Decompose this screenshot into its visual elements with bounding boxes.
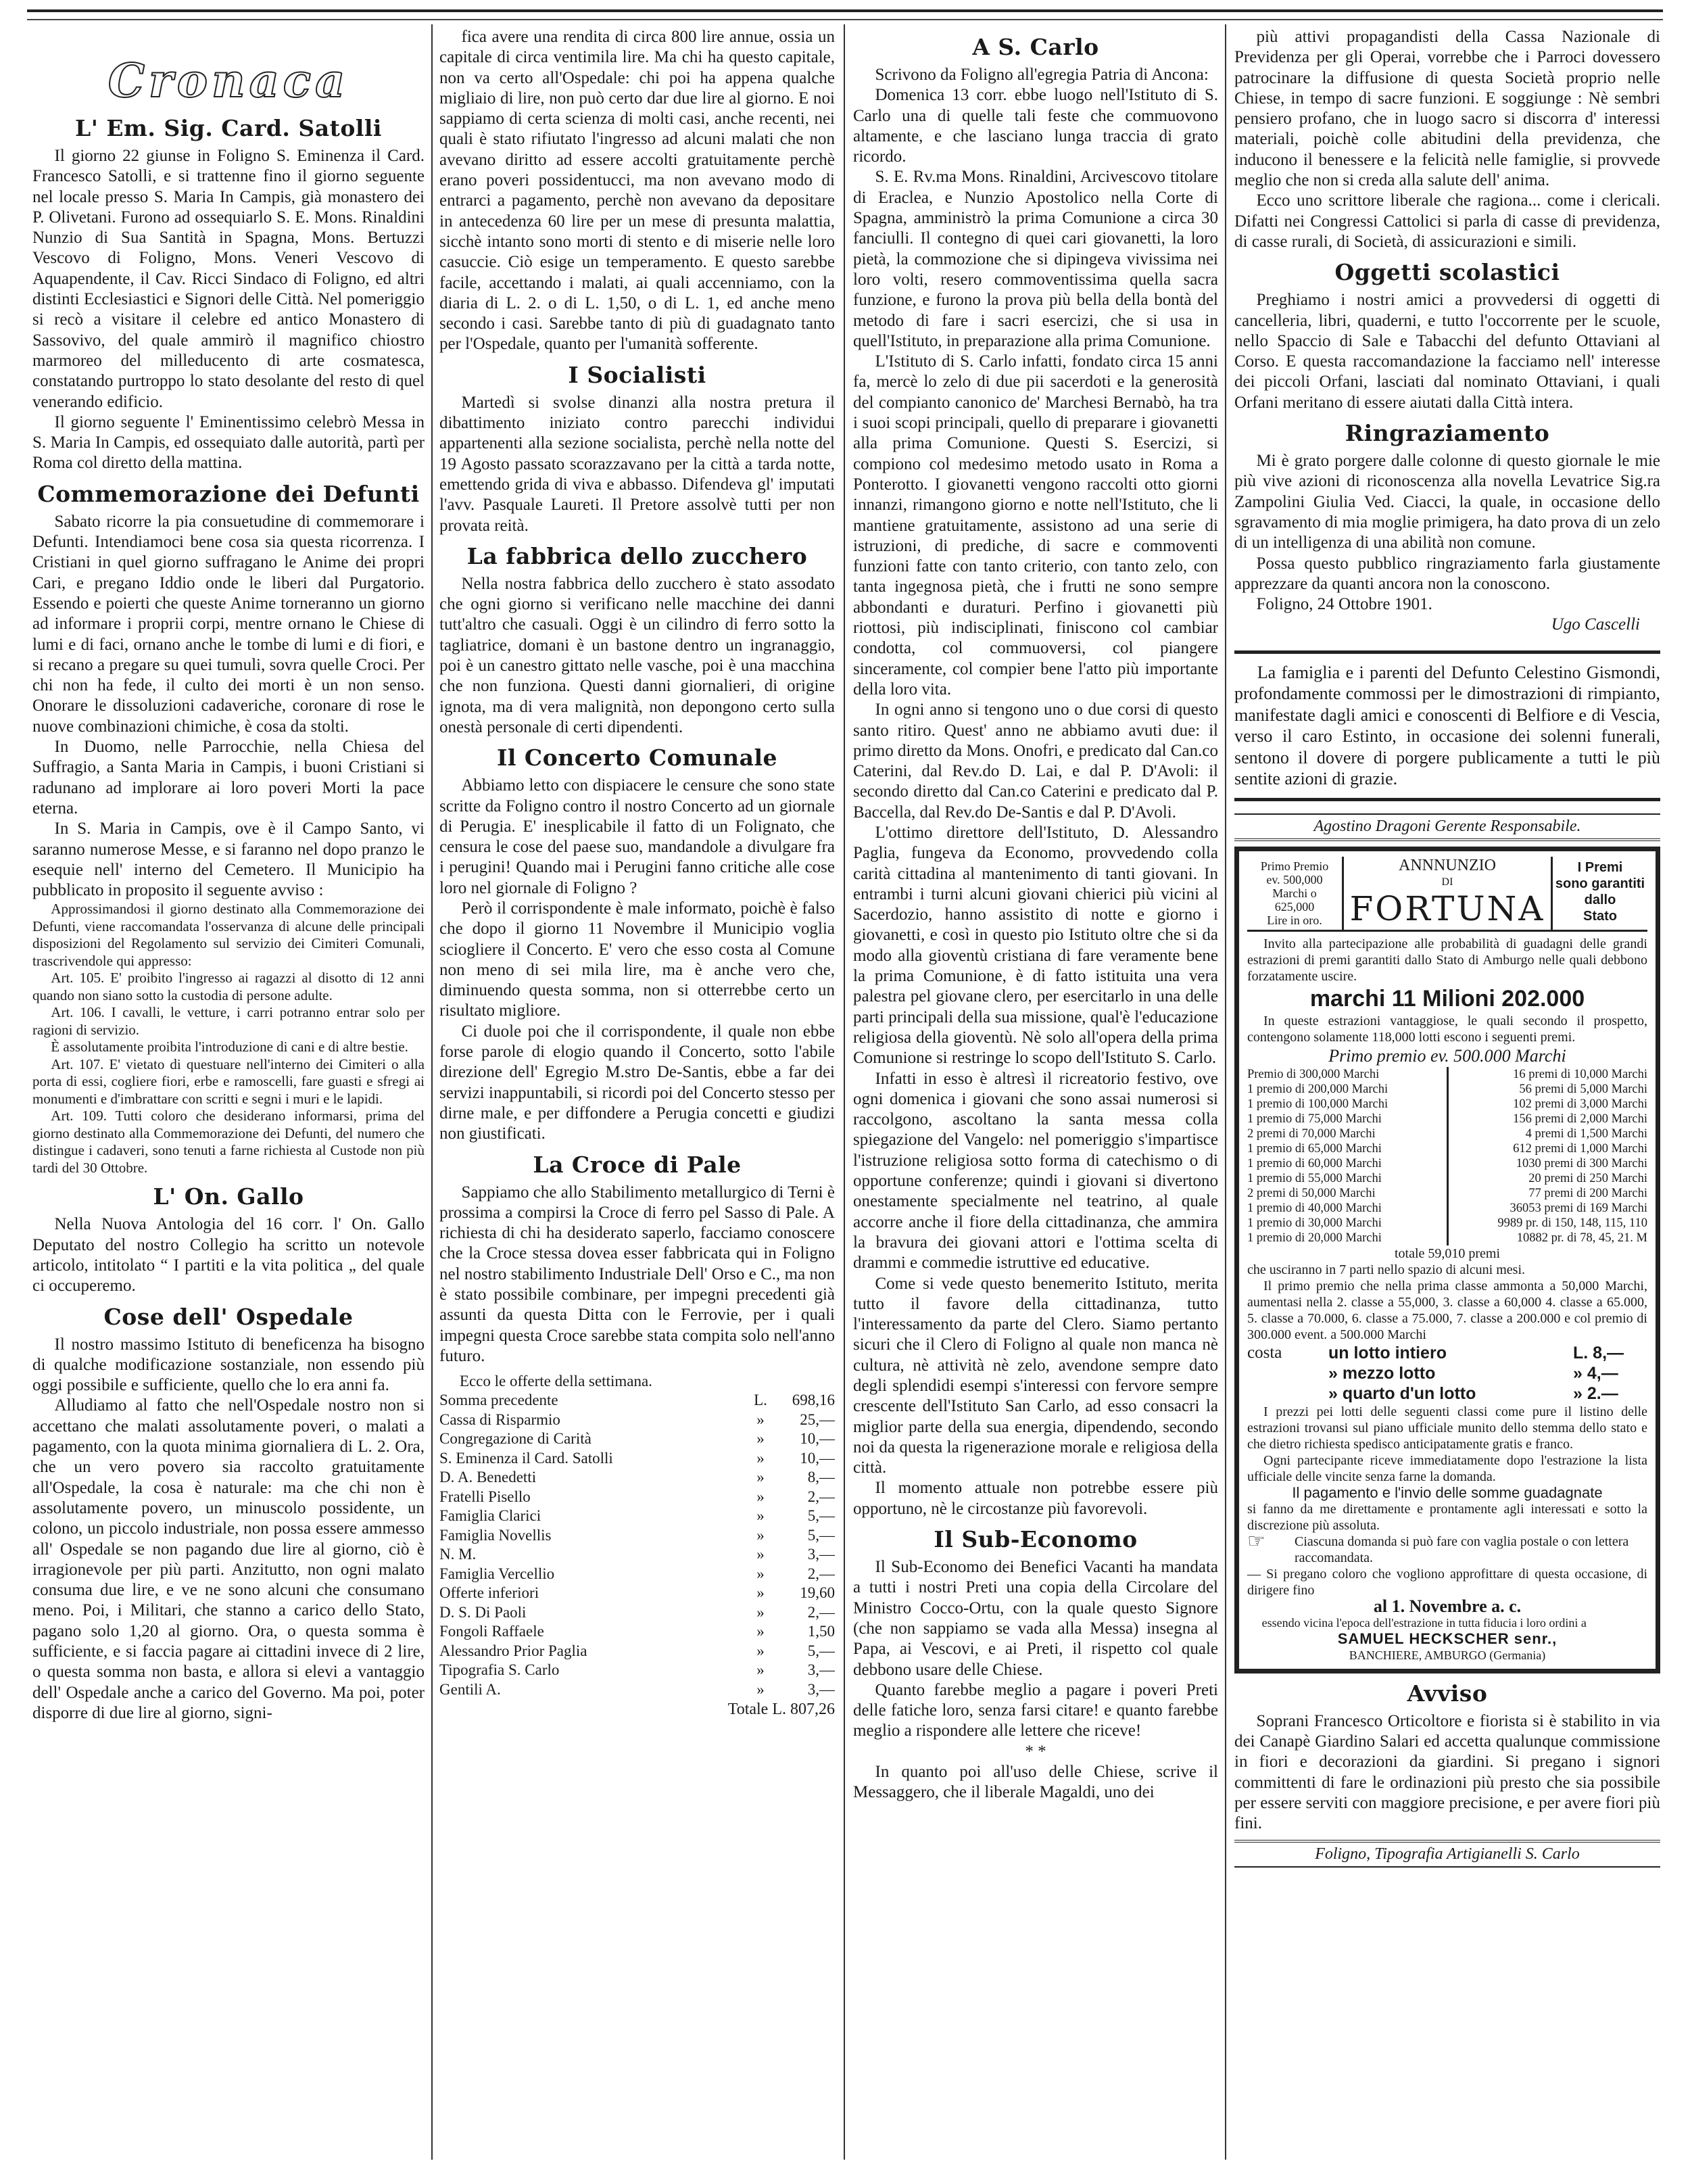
ad-lista: Ogni partecipante riceve immediatamente dopo l'estrazione la lista ufficiale delle vincite senza farne la domanda. — [1247, 1452, 1647, 1484]
offerta-row — [439, 1661, 835, 1680]
ad-price-list — [1247, 1343, 1647, 1404]
article-headline: Commemorazione dei Defunti — [37, 480, 420, 507]
ad-right-line: I Premi — [1577, 859, 1623, 875]
offerta-name: Fratelli Pisello — [439, 1488, 531, 1505]
ad-title-annunzio: ANNNUNZIO — [1399, 856, 1496, 874]
column-divider — [431, 24, 433, 2160]
avviso-headline: Avviso — [1407, 1680, 1488, 1707]
prize-row: 156 premi di 2,000 Marchi — [1513, 1112, 1647, 1126]
avviso-text: Soprani Francesco Orticoltore e fiorista si è stabilito in via dei Canapè Giardino Salari ed accetta qualunque commissione in fiori e decorazioni da giardini. Si pregano i signori committenti di fare le ordinazioni più presto che sia possibile per essere serviti con maggiore precisione, e per avere fiori più fini. — [1234, 1711, 1660, 1833]
price-costa — [1247, 1383, 1328, 1404]
article-headline: A S. Carlo — [972, 34, 1099, 60]
column-divider — [844, 24, 845, 2160]
prize-row: 10882 pr. di 78, 45, 21. M — [1516, 1231, 1647, 1245]
offerta-amount: 10,— — [800, 1449, 835, 1467]
offerta-currency: » — [756, 1584, 765, 1602]
offerta-amount: 5,— — [807, 1642, 835, 1659]
ad-headline: marchi 11 Milioni 202.000 — [1309, 985, 1585, 1012]
printer-footer: Foligno, Tipografia Artigianelli S. Carlo — [1234, 1840, 1660, 1868]
article-paragraph: In S. Maria in Campis, ove è il Campo Santo, vi saranno numerose Messe, e si faranno nel dopo pranzo le esequie nell' interno del Cemetero. Il Municipio ha pubblicato in proposito il seguente avviso : — [32, 820, 425, 900]
ad-prize-table — [1247, 1067, 1647, 1245]
offerta-amount: 2,— — [807, 1488, 835, 1505]
article-paragraph: Martedì si svolse dinanzi alla nostra pretura il dibattimento iniziato contro parecchi individui appartenenti alla sezione socialista, perchè nella notte del 19 Agosto passato scorazzavano per la città a tarda notte, emettendo grida di viva e abbasso. Difendeva gl' imputati l'avv. Pasquale Laureti. Il Pretore assolvè tutti per non provata reità. — [439, 393, 835, 535]
offerta-row — [439, 1545, 835, 1565]
ad-guarantee-box — [1553, 857, 1647, 930]
ad-title-di: DI — [1441, 876, 1453, 888]
article-paragraph: S. E. Rv.ma Mons. Rinaldini, Arcivescovo titolare di Eraclea, e Nunzio Apostolico nella Corte di Spagna, amministrò la prima Comunione a circa 30 fanciulli. Il contegno di quei cari giovanetti, la loro pietà, la commozione che si dipingeva vivissima nei loro volti, resero commoventissima quella sacra funzione, e furono la prova più bella della bontà del metodo di fare i sacri esercizi, che si usa in quell'Istituto, in preparazione alla prima Comunione. — [853, 168, 1218, 350]
article-paragraph: Sappiamo che allo Stabilimento metallurgico di Terni è prossima a compirsi la Croce di ferro pel Sasso di Pale. A richiesta di chi ha desiderato saperlo, facciamo conoscere che la Croce stessa dovea esser fabbricata qui in Foligno nel nostro stabilimento Industriale Dell' Orso e C., ma non è stato possibile combinare, per impegni precedenti già assunti da questa Ditta con le Ferrovie, per i quali impegni questa Croce sarebbe stata compita solo nell'anno futuro. — [439, 1183, 835, 1365]
ad-left-line: 625,000 — [1274, 899, 1315, 913]
price-row — [1247, 1343, 1647, 1363]
offerta-currency: » — [756, 1603, 765, 1621]
article-paragraph: Il nostro massimo Istituto di beneficenza ha bisogno di qualche modificazione sostanziale, non essendo più oggi possibile e sufficiente, quello che lo era anni fa. — [32, 1335, 425, 1395]
article-paragraph: Preghiamo i nostri amici a provvedersi di oggetti di cancelleria, libri, quaderni, e tutto l'occorrente per le scuole, nello Spaccio di Sale e Tabacchi del defunto Ottaviani al Corso. E questa raccomandazione la facciamo nell' interesse dei piccoli Orfani, lasciati dal nominato Ottaviani, i quali Orfani meritano di essere aiutati dalla Città intera. — [1234, 291, 1660, 412]
prize-row: 1 premio di 200,000 Marchi — [1247, 1082, 1389, 1096]
column-divider — [1225, 24, 1226, 2160]
column-2-articles — [439, 27, 835, 1367]
article-paragraph: L'ottimo direttore dell'Istituto, D. Alessandro Paglia, fungeva da Economo, provvedendo colla carità cittadina al mantenimento di tanti giovani. In entrambi i turni alcuni giovani chierici più vicini al Sacerdozio, hanno assistito di notte e giorno i giovanetti, e così in questo pio Istituto oltre che si da modo alla gioventù cristiana di fare veramente bene la prima Comunione, è di fatto istituita una vera palestra pel giovane clero, per esercitarlo in una delle parti principali della sua missione, qual'è l'educazione religiosa della gioventù. Nè solo all'opera della prima Comunione si restringe lo scopo dell'Istituto S. Carlo. — [853, 823, 1218, 1068]
offerta-amount: 3,— — [807, 1546, 835, 1563]
ad-right-line: sono garantiti — [1555, 876, 1645, 891]
column-4-articles — [1234, 27, 1660, 636]
article-headline: L' Em. Sig. Card. Satolli — [75, 115, 382, 141]
ad-title-fortuna: FORTUNA — [1349, 888, 1545, 928]
offerta-row — [439, 1449, 835, 1469]
article-paragraph: Ci duole poi che il corrispondente, il quale non ebbe forse parole di elogio quando il Concerto, sotto l'abile direzione dell' Egregio M.stro De-Santis, ebbe a far dei servizi inappuntabili, si ricordi poi del Concerto stesso per dirne male, e per diffondere a Perugia concetti e giudizi non giustificati. — [439, 1022, 835, 1143]
prize-row: 102 premi di 3,000 Marchi — [1513, 1097, 1647, 1111]
article-paragraph: Foligno, 24 Ottobre 1901. — [1256, 595, 1432, 614]
pointing-hand-icon: ☞ — [1247, 1529, 1265, 1552]
ad-classi: Il primo premio che nella prima classe ammonta a 50,000 Marchi, aumentasi nella 2. classe a 55,000, 3. classe a 60,000 4. classe a 65.000, 5. classe a 70.000, 6. classe a 75.000, 7. classe a 200.000 e col premio di 300.000 event. a 500.000 Marchi — [1247, 1278, 1647, 1342]
lottery-advertisement — [1234, 847, 1660, 1673]
prize-row: 1 premio di 20,000 Marchi — [1247, 1231, 1382, 1245]
ad-banker-name: SAMUEL HECKSCHER senr., — [1337, 1630, 1558, 1647]
ad-left-line: Lire in oro. — [1267, 913, 1322, 927]
article-paragraph: Nella Nuova Antologia del 16 corr. l' On. Gallo Deputato del nostro Collegio ha scritto un notevole articolo, intitolato “ I partiti e la vita politica „ del quale ci occuperemo. — [32, 1215, 425, 1296]
offerta-name: Gentili A. — [439, 1680, 501, 1698]
price-row — [1247, 1383, 1647, 1404]
ad-left-line: Primo Premio — [1260, 859, 1329, 873]
article-paragraph: L'Istituto di S. Carlo infatti, fondato circa 15 anni fa, mercè lo zelo di due pii sacerdoti e la generosità del compianto canonico de' Marchesi Bernabò, ha tra i suoi scopi principali, quello di preparare i giovanetti alla prima Comunione. Questi S. Esercizi, si compiono col medesimo metodo usato in Roma a Ponterotto. I giovanetti vengono raccolti otto giorni innanzi, rimangono giorno e notte nell'Istituto, che li mantiene gratuitamente, assistono ad una serie di istruzioni, di prediche, di sacre e commoventi funzioni fatte con tanto criterio, con tanto zelo, con tanta ingegnosa pietà, che i frutti ne sono sempre abbondanti e duraturi. Perfino i giovanetti più riottosi, più indisciplinati, finiscono col cambiar condotta, col commuoversi, col piangere sinceramente, col compier bene l'atto più importante della loro vita. — [853, 352, 1218, 698]
article-paragraph: Nella nostra fabbrica dello zucchero è stato assodato che ogni giorno si verificano nelle macchine dei danni tutt'altro che casuali. Oggi è un cilindro di ferro sotto la tagliatrice, domani è un bastone dentro un ingranaggio, poi è un canestro gittato nelle vasche, poi è una macchina che non funziona. Questi danni giornalieri, di origine ignota, ma di vera malignità, non depongono certo sulla onestà personale di certi dipendenti. — [439, 574, 835, 736]
article-paragraph: Il Sub-Economo dei Benefici Vacanti ha mandata a tutti i nostri Preti una copia della Circolare del Ministro Cocco-Ortu, con la quale questo Signore (che non sappiamo se vada alla Messa) insegna al Papa, ai Vescovi, e ai Preti, il rispetto col quale debbono usare delle Chiese. — [853, 1558, 1218, 1679]
article-paragraph: In ogni anno si tengono uno o due corsi di questo santo ritiro. Quest' anno ne abbiamo avuti due: il primo diretto da Mons. Onofri, e predicato dal Can.co Caterini, dal Rev.do D. Lai, e dal P. D'Avoli: il secondo diretto dal Can.co Caterini e predicato dal P. Baccella, dal Rev.do De-Santis e dal P. D'Avoli. — [853, 701, 1218, 822]
offerta-currency: » — [756, 1507, 765, 1525]
article-headline: L' On. Gallo — [153, 1183, 304, 1210]
column-2 — [439, 27, 835, 2157]
offerta-name: D. S. Di Paoli — [439, 1603, 527, 1621]
offerta-amount: 3,— — [807, 1661, 835, 1679]
article-paragraph: * * — [1025, 1742, 1046, 1761]
offerta-currency: » — [756, 1546, 765, 1563]
prize-row: 36053 premi di 169 Marchi — [1510, 1201, 1647, 1215]
ad-domanda-text: Ciascuna domanda si può fare con vaglia postale o con lettera raccomandata. — [1295, 1534, 1629, 1565]
offerta-amount: 25,— — [800, 1410, 835, 1428]
offerta-currency: » — [756, 1488, 765, 1505]
offerta-currency: » — [756, 1642, 765, 1659]
article-headline: Il Sub-Economo — [934, 1526, 1138, 1553]
article-paragraph: Possa questo pubblico ringraziamento farla giustamente apprezzare da quanti ancora non la conoscono. — [1234, 554, 1660, 593]
offerta-row — [439, 1468, 835, 1488]
ad-direttamente: si fanno da me direttamente e prontamente agli interessati e sotto la discrezione più assoluta. — [1247, 1501, 1647, 1533]
prize-row: 1 premio di 55,000 Marchi — [1247, 1171, 1382, 1185]
article-headline: Cose dell' Ospedale — [103, 1303, 354, 1330]
article-paragraph: Ecco uno scrittore liberale che ragiona... come i clericali. Difatti nei Congressi Cattolici si parla di casse di previdenza, di casse rurali, di Società, di assicurazioni e simili. — [1234, 191, 1660, 251]
offerta-row — [439, 1506, 835, 1526]
ad-pregano: — Si pregano coloro che vogliono approfittare di questa occasione, di dirigere fino — [1247, 1566, 1647, 1598]
offerta-row — [439, 1642, 835, 1661]
prize-row: 1 premio di 75,000 Marchi — [1247, 1112, 1382, 1126]
article-paragraph: In quanto poi all'uso delle Chiese, scrive il Messaggero, che il liberale Magaldi, uno dei — [853, 1763, 1218, 1802]
ad-intro: In queste estrazioni vantaggiose, le quali secondo il prospetto, contengono solamente 118,000 lotti escono i seguenti premi. — [1247, 1013, 1647, 1045]
ad-banker-address: BANCHIERE, AMBURGO (Germania) — [1349, 1648, 1546, 1662]
prize-row: 1 premio di 100,000 Marchi — [1247, 1097, 1389, 1111]
offerte-intro: Ecco le offerte della settimana. — [459, 1373, 652, 1390]
ad-title — [1342, 857, 1553, 930]
prize-row: 1 premio di 40,000 Marchi — [1247, 1201, 1382, 1215]
offerta-amount: 3,— — [807, 1680, 835, 1698]
offerta-currency: » — [756, 1565, 765, 1582]
price-value: L. 8,— — [1573, 1343, 1624, 1362]
price-label: un lotto intiero — [1328, 1343, 1447, 1362]
column-3-articles — [853, 34, 1218, 1803]
article-paragraph: Art. 109. Tutti coloro che desiderano informarsi, prima del giorno destinato alla Commemorazione dei Defunti, del numero che distingue i cadaveri, sono tenuti a farne richiesta al Custode non più tardi del 30 Ottobre. — [32, 1108, 425, 1176]
offerta-row — [439, 1603, 835, 1623]
ad-totale: totale 59,010 premi — [1394, 1245, 1501, 1261]
offerte-list — [439, 1391, 835, 1699]
article-headline: Oggetti scolastici — [1334, 259, 1560, 286]
article-paragraph: Domenica 13 corr. ebbe luogo nell'Istituto di S. Carlo una di quelle tali feste che commuovono altamente, e che lasciano lunga traccia di grato ricordo. — [853, 86, 1218, 166]
ad-primo-premio: Primo premio ev. 500.000 Marchi — [1328, 1045, 1566, 1066]
offerta-currency: » — [756, 1623, 765, 1640]
article-headline: Ringraziamento — [1345, 420, 1550, 447]
ad-invito: Invito alla partecipazione alle probabilità di guadagni delle grandi estrazioni di premi garantiti dallo Stato di Amburgo nelle quali debbono forzatamente uscire. — [1247, 936, 1647, 984]
article-paragraph: Scrivono da Foligno all'egregia Patria di Ancona: — [875, 66, 1209, 84]
gerente-line: Agostino Dragoni Gerente Responsabile. — [1234, 813, 1660, 841]
offerta-name: Famiglia Novellis — [439, 1526, 552, 1544]
ad-right-line: dallo — [1584, 892, 1616, 907]
offerta-amount: 5,— — [807, 1507, 835, 1525]
article-paragraph: Alludiamo al fatto che nell'Ospedale nostro non si accettano che malati assolutamente poveri, o malati a pagamento, con la quota minima giornaliera di L. 2. Ora, che un vero povero sia raccolto gratuitamente all'Ospedale, la cosa è naturale: ma che chi non è assolutamente povero, un minuscolo possidente, un colono, un piccolo industriale, non possa essere ammesso all' Ospedale se non pagando due lire al giorno, ciò è irragionevole per più parti. Anzitutto, non ogni malato consuma due lire, e ve ne sono alcuni che consumano meno. Poi, i Militari, che stanno a carico dello Stato, pagano solo 1,20 al giorno. Ora, o questa somma è sufficiente, e si faccia pagare ai cittadini invece di 2 lire, o questa somma non basta, e allora si elevi a vantaggio dell' Ospedale anche a carico del Governo. Ma poi, poter disporre di due lire al giorno, signi- — [32, 1396, 425, 1722]
prize-row: 2 premi di 50,000 Marchi — [1247, 1186, 1376, 1200]
price-value: » 4,— — [1573, 1363, 1618, 1383]
article-paragraph: Abbiamo letto con dispiacere le censure che sono state scritte da Foligno contro il nostro Concerto ad un giornale di Perugia. E' inesplicabile il fatto di un Folignato, che censura le cose del paese suo, mandandole a divulgare fra i perugini! Quando mai i Perugini fanno critiche alle cose loro nel giornale di Foligno ? — [439, 776, 835, 897]
ad-usciranno: che usciranno in 7 parti nello spazio di alcuni mesi. — [1247, 1262, 1525, 1277]
price-value: » 2.— — [1573, 1383, 1618, 1403]
article-headline: I Socialisti — [568, 361, 706, 388]
offerta-currency: » — [756, 1526, 765, 1544]
prize-row: 20 premi di 250 Marchi — [1528, 1171, 1647, 1185]
ad-deadline: al 1. Novembre a. c. — [1373, 1596, 1522, 1616]
prize-row: 2 premi di 70,000 Marchi — [1247, 1126, 1376, 1141]
offerta-row — [439, 1410, 835, 1430]
article-paragraph: Art. 105. E' proibito l'ingresso ai ragazzi al disotto di 12 anni quando non siano sotto la custodia di persone adulte. — [32, 970, 425, 1003]
offerta-amount: 2,— — [807, 1603, 835, 1621]
ad-domanda — [1247, 1529, 1647, 1566]
article-paragraph: Il giorno seguente l' Eminentissimo celebrò Messa in S. Maria In Campis, ed ossequiato dalle autorità, partì per Roma col diretto della mattina. — [32, 412, 425, 473]
prize-row: 1 premio di 30,000 Marchi — [1247, 1216, 1382, 1230]
top-rule — [27, 9, 1663, 20]
article-paragraph: Però il corrispondente è male informato, poichè è falso che dopo il giorno 11 Novembre il Municipio voglia sciogliere il Concerto. E' vero che esso costa al Comune non meno di sei mila lire, ma è anche vero che, diminuendo questa somma, non si otterrebbe certo un risultato migliore. — [439, 899, 835, 1020]
memorial-notice — [1234, 650, 1660, 801]
prize-row: Premio di 300,000 Marchi — [1247, 1067, 1380, 1081]
offerta-amount: 8,— — [807, 1469, 835, 1486]
offerta-row — [439, 1680, 835, 1700]
offerta-name: Offerte inferiori — [439, 1584, 539, 1602]
offerta-currency: L. — [754, 1392, 767, 1409]
offerta-amount: 698,16 — [792, 1392, 835, 1409]
offerte-total: Totale L. 807,26 — [727, 1701, 835, 1719]
offerta-name: Famiglia Clarici — [439, 1507, 541, 1525]
memorial-text: La famiglia e i parenti del Defunto Celestino Gismondi, profondamente commossi per le dimostrazioni di rimpianto, manifestate dagli amici e conoscenti di Belfiore e di Vescia, verso il caro Estinto, in occasione dei solenni funerali, sentono il dovere di porgere publicamente a tutti le più sentite azioni di grazie. — [1234, 662, 1660, 789]
article-paragraph: Sabato ricorre la pia consuetudine di commemorare i Defunti. Intendiamoci bene cosa sia questa ricorrenza. I Cristiani in quel giorno suffragano le Anime dei propri Cari, e pregano Iddio onde le liberi dal Purgatorio. Essendo e poierti che queste Anime torneranno un giorno ad informare i proprii corpi, mentre ornano le Chiese di lumi e di faci, ornano anche le tombe di lumi e di fiori, e si recano a pregare su quei tumuli, sovra quelle Croci. Per chi non ha fede, il culto dei morti è un non senso. Onorare le dissoluzioni cadaveriche, coronare di rose le nuove combinazioni chimiche, è cosa da stolti. — [32, 512, 425, 736]
offerta-name: Somma precedente — [439, 1392, 558, 1409]
article-paragraph: Art. 107. E' vietato di questuare nell'interno dei Cimiteri o alla porta di essi, cogliere fiori, erbe e ramoscelli, fare guasti e sfregi ai monumenti e d'imbrattare con scritti e segni i muri e le lapidi. — [32, 1055, 425, 1107]
article-paragraph: Infatti in esso è altresì il ricreatorio festivo, ove ogni domenica i giovani che sono assai numerosi si raccolgono, ascoltano la santa messa colla spiegazione del Vangelo: nel pomeriggio s'impartisce l'istruzione religiosa sotto forma di catechismo o di opportune conferenze; quindi i giovani si divertono onestamente specialmente nel teatrino, al quale accorre anche il fiore della cittadinanza, che ammira la bravura dei giovani attori e l'ottima scelta di drammi e commedie istruttive ed educative. — [853, 1069, 1218, 1273]
offerta-amount: 10,— — [800, 1430, 835, 1448]
column-1-articles — [32, 115, 425, 1724]
offerta-name: Congregazione di Carità — [439, 1430, 592, 1448]
offerta-currency: » — [756, 1680, 765, 1698]
ad-epoca: essendo vicina l'epoca dell'estrazione in tutta fiducia i loro ordini a — [1261, 1615, 1587, 1630]
article-paragraph: Approssimandosi il giorno destinato alla Commemorazione dei Defunti, viene raccomandata l'osservanza di alcune delle principali disposizioni del Regolamento sul servizio dei Cimiteri Comunali, trascrivendole qui appresso: — [32, 901, 425, 969]
offerta-row — [439, 1429, 835, 1449]
article-paragraph: Il giorno 22 giunse in Foligno S. Eminenza il Card. Francesco Satolli, e si trattenne fino il giorno seguente nel locale presso S. Maria In Campis, già monastero dei P. Olivetani. Furono ad ossequiarlo S. E. Mons. Rinaldini Nunzio di Sua Santità in Spagna, Mons. Bertuzzi Vescovo di Foligno, Mons. Veneri Vescovo di Aquapendente, il Cav. Ricci Sindaco di Foligno, ed altri distinti Ecclesiastici e Signori delle Città. Nel pomeriggio si recò a visitare il celebre ed antico Monastero di Sassovivo, del quale ammirò il magnifico chiostro marmoreo del milleducento di arte cosmatesca, constatando purtroppo lo stato desolante del resto di quel venerando edificio. — [32, 147, 425, 411]
offerta-row — [439, 1391, 835, 1410]
offerta-row — [439, 1488, 835, 1507]
offerta-row — [439, 1584, 835, 1603]
article-paragraph: Il momento attuale non potrebbe essere più opportuno, nè le circostanze più favorevoli. — [853, 1479, 1218, 1518]
prize-row: 612 premi di 1,000 Marchi — [1513, 1141, 1647, 1156]
offerta-currency: » — [756, 1410, 765, 1428]
article-headline: Il Concerto Comunale — [496, 744, 778, 771]
column-4 — [1234, 27, 1660, 2157]
offerta-name: S. Eminenza il Card. Satolli — [439, 1449, 613, 1467]
prize-row: 1 premio di 65,000 Marchi — [1247, 1141, 1382, 1156]
offerta-row — [439, 1565, 835, 1584]
ad-pagamento: Il pagamento e l'invio delle somme guadagnate — [1292, 1483, 1603, 1501]
ad-prezzi: I prezzi pei lotti delle seguenti classi come pure il listino delle estrazioni trovansi sul piano ufficiale munito dello stemma dello stato e che dietro richiesta spedisco anticipatamente gratis e franco. — [1247, 1404, 1647, 1452]
offerta-currency: » — [756, 1449, 765, 1467]
offerta-name: Tipografia S. Carlo — [439, 1661, 560, 1679]
offerta-name: Cassa di Risparmio — [439, 1410, 560, 1428]
offerta-name: N. M. — [439, 1546, 477, 1563]
ad-right-line: Stato — [1583, 908, 1617, 924]
offerta-name: Alessandro Prior Paglia — [439, 1642, 587, 1659]
offerta-name: D. A. Benedetti — [439, 1469, 537, 1486]
price-label: » mezzo lotto — [1328, 1363, 1436, 1383]
offerta-name: Fongoli Raffaele — [439, 1623, 544, 1640]
article-headline: La fabbrica dello zucchero — [466, 542, 808, 569]
price-label: » quarto d'un lotto — [1328, 1383, 1476, 1403]
offerta-amount: 2,— — [807, 1565, 835, 1582]
article-paragraph: più attivi propagandisti della Cassa Nazionale di Previdenza per gli Operai, vorrebbe che i Parroci dovessero patrocinare la diffusione di questa Società proprio nelle Chiese, in tempo di sacre funzioni. E soggiunge : Nè sembri pensiero profano, che in luogo sacro si discorra d' interessi materiali, poichè colle abitudini della previdenza, che inducono il benessere e la felicità nelle famiglie, si provvede meglio che non si creda alla salute dell' anima. — [1234, 28, 1660, 190]
article-paragraph: Art. 106. I cavalli, le vetture, i carri potranno entrar solo per ragioni di servizio. — [32, 1004, 425, 1038]
offerta-currency: » — [756, 1430, 765, 1448]
prize-row: 56 premi di 5,000 Marchi — [1519, 1082, 1647, 1096]
column-3 — [853, 27, 1218, 2157]
article-paragraph: Mi è grato porgere dalle colonne di questo giornale le mie più vive azioni di riconoscenza alla novella Levatrice Sig.ra Zampolini Giulia Ved. Ciacci, la quale, in occasione dello sgravamento di mia moglie primigera, ha dato prova di un zelo di un intelligenza di una abilità non comune. — [1234, 452, 1660, 552]
article-paragraph: Quanto farebbe meglio a pagare i poveri Preti delle fatiche loro, senza farsi citare! e quanto farebbe meglio a rispondere alle lettere che riceve! — [853, 1680, 1218, 1740]
offerta-amount: 5,— — [807, 1526, 835, 1544]
column-1 — [32, 27, 425, 2157]
price-costa: costa — [1247, 1343, 1282, 1362]
prize-row: 1030 premi di 300 Marchi — [1516, 1156, 1647, 1170]
prize-column-right — [1449, 1067, 1648, 1245]
prize-row: 4 premi di 1,500 Marchi — [1525, 1126, 1647, 1141]
article-paragraph: fica avere una rendita di circa 800 lire annue, ossia un capitale di circa ventimila lire. Ma chi ha questo capitale, non va certo all'Ospedale: chi poi ha appena qualche migliaio di lire, non può certo dar due lire al giorno. E noi sappiamo di certa scienza di molti casi, anche recenti, nei quali è stato rifiutato l'ingresso ad alcuni malati che non avevano diritto ad essere accolti gratuitamente perchè erano poveri possidentucci, ma non avevano modo di entrarci a pagamento, perchè non avevano da depositare in antecedenza 60 lire per un mese di presunta malattia, sicchè intanto sono morti di stento e di miserie nelle loro casuccie. Ciò esige un temperamento. E questo sarebbe facile, accettando i malati, ai quali accenniamo, con la diaria di L. 2. o di L. 1,50, o di L. 1, ed anche meno secondo i casi. Sarebbe tanto di più di guadagnato tanto per l'Ospedale, quanto per l'umanità sofferente. — [439, 28, 835, 354]
prize-row: 1 premio di 60,000 Marchi — [1247, 1156, 1382, 1170]
offerta-row — [439, 1622, 835, 1642]
ad-left-line: Marchi o — [1272, 886, 1317, 900]
prize-row: 77 premi di 200 Marchi — [1528, 1186, 1647, 1200]
price-row — [1247, 1363, 1647, 1383]
prize-row: 9989 pr. di 150, 148, 115, 110 — [1497, 1216, 1647, 1230]
prize-row: 16 premi di 10,000 Marchi — [1513, 1067, 1647, 1081]
offerta-name: Famiglia Vercellio — [439, 1565, 555, 1582]
article-paragraph: È assolutamente proibita l'introduzione di cani e di altre bestie. — [51, 1039, 408, 1055]
article-headline: La Croce di Pale — [533, 1151, 742, 1178]
offerta-amount: 1,50 — [807, 1623, 835, 1640]
ad-first-prize-box — [1247, 857, 1342, 930]
section-masthead-cronaca: Cronaca — [107, 54, 349, 108]
ad-left-line: ev. 500,000 — [1266, 872, 1323, 886]
article-paragraph: Come si vede questo benemerito Istituto, merita tutto il favore della cittadinanza, tutto l'interessamento da parte del Clero. Siamo pertanto sicuri che il Clero di Foligno al quale non manca nè cultura, nè attività nè zelo, avendone sempre dato degli splendidi esempi s'interessi con fervore sempre crescente dell'Istituto San Carlo, ad esso consacri la miglior parte della sua energia, dipendendo, secondo noi da questa la rigenerazione morale e religiosa della città. — [853, 1274, 1218, 1477]
ad-header — [1247, 857, 1647, 932]
signature: Ugo Cascelli — [1551, 615, 1640, 634]
offerta-amount: 19,60 — [800, 1584, 835, 1602]
price-costa — [1247, 1363, 1328, 1383]
prize-column-left — [1247, 1067, 1449, 1245]
offerta-currency: » — [756, 1661, 765, 1679]
article-paragraph: In Duomo, nelle Parrocchie, nella Chiesa del Suffragio, a Santa Maria in Campis, i buoni Cristiani si radunano ad implorare ai loro poveri Morti la pace eterna. — [32, 738, 425, 817]
offerta-row — [439, 1526, 835, 1546]
offerta-currency: » — [756, 1469, 765, 1486]
